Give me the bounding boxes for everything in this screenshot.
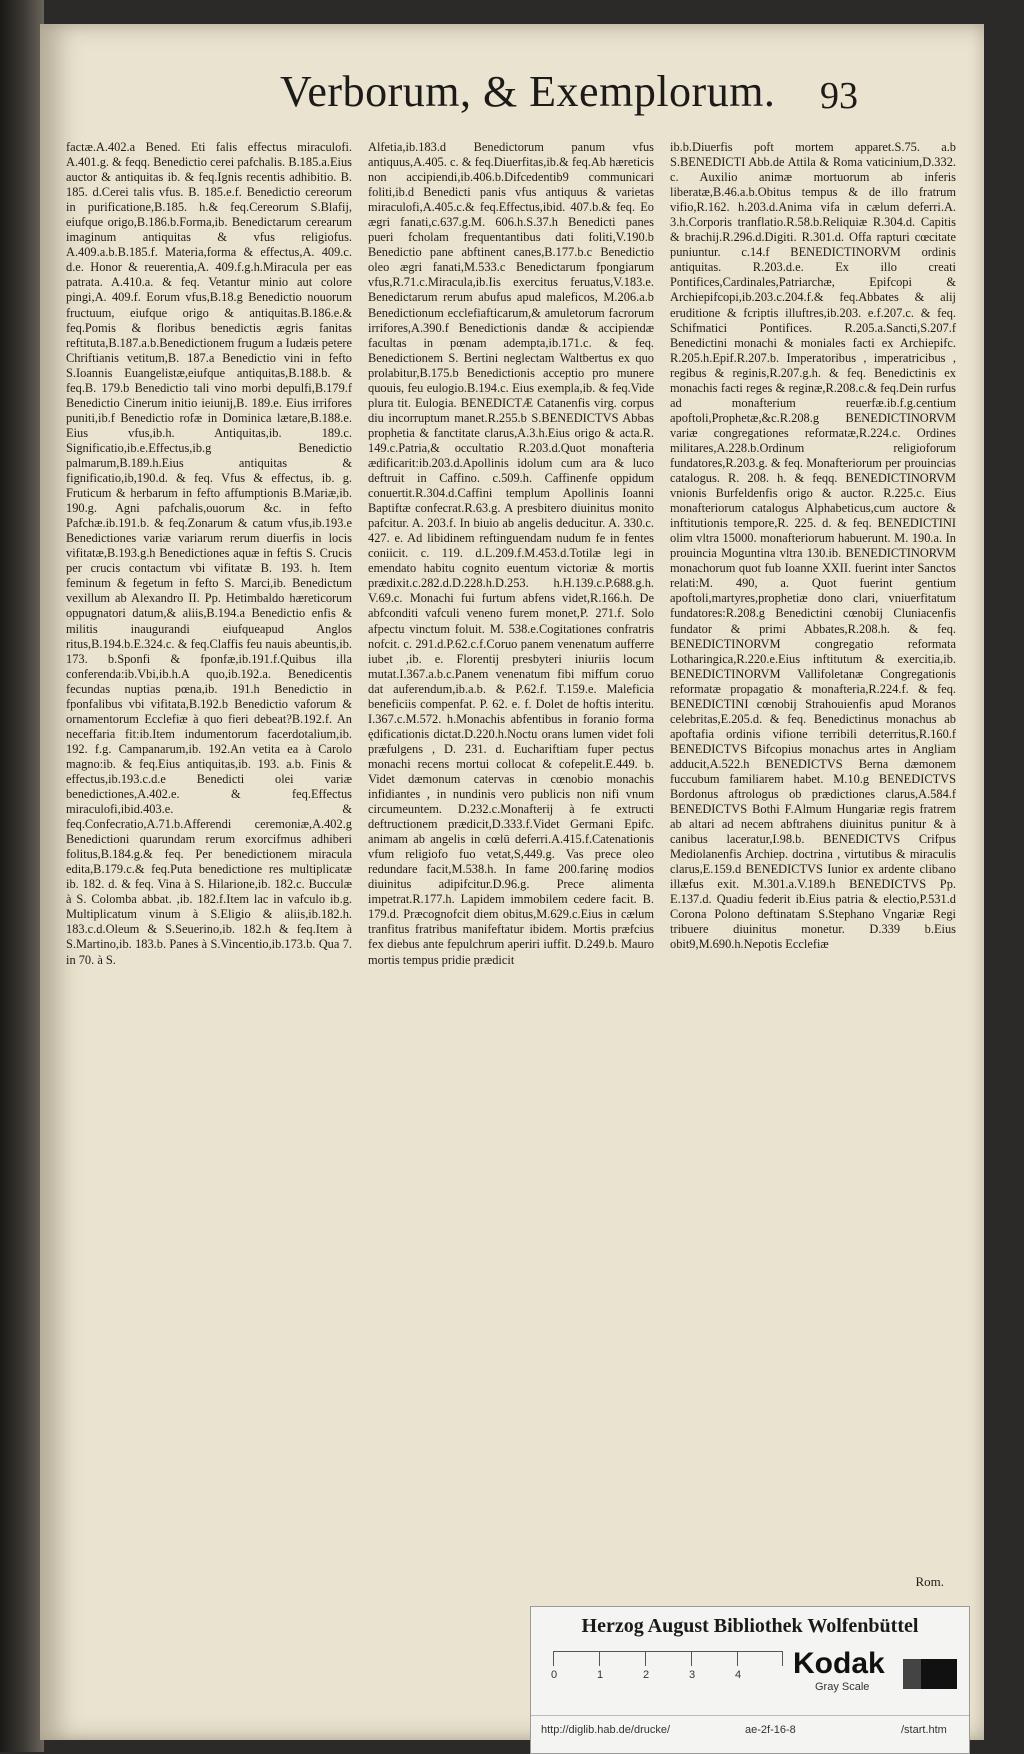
scale-ruler xyxy=(553,1651,783,1670)
ruler-number: 0 xyxy=(551,1669,558,1681)
catchword: Rom. xyxy=(915,1574,944,1589)
running-header xyxy=(40,58,984,128)
page-number: 93 xyxy=(820,75,858,117)
column-1 xyxy=(66,140,352,1580)
ruler-number: 2 xyxy=(643,1669,650,1681)
start-link: /start.htm xyxy=(901,1724,947,1736)
column-3-text: ib.b.Diuerfis poft mortem apparet.S.75. a.b S.BENEDICTI Abb.de Attila & Roma vaticinium,D.332. c. Auxilio animæ mortuorum ab inferis liberatæ,B.46.a.b.Obitus tempus & de illo fratrum vifio,R.162. h.203.d.Anima vifa in cælum deferri.A. 3.h.Corporis tranflatio.R.58.b.Reliquiæ R.304.d. Capitis & brachij.R.296.d.Digiti. R.301.d. Offa rapturi cœcitate puniuntur. c.14.f BENEDICTINORVM ordinis antiquitas. R.203.d.e. Ex illo creati Pontifices,Cardinales,Patriarchæ, Epifcopi & Archiepifcopi,ib.203.c.204.f.& feq.Abbates & alij eruditione & fcriptis illuftres,ib.203. e.f.207.c. & feq. Schifmatici Pontifices. R.205.a.Sancti,S.207.f Benedictini monachi & moniales facti ex Archiepifc. R.205.h.Epif.R.207.b. Imperatoribus , imperatricibus , regibus & reginis,R.207.g.h. & feq. Benedictinis ex monachis facti reges & reginæ,R.208.c.& feq.Dein rurfus ad monafterium reuerfæ.ib.f.g.centium apoftoli,Prophetæ,&c.R.208.g BENEDICTINORVM variæ congregationes reformatæ,R.224.c. Ordines militares,A.228.b.Ordinum religioforum fundatores,R.203.g. & feq. Monafteriorum per prouincias catalogus. R. 208. h. & feqq. BENEDICTINORVM vnionis Burfeldenfis origo & auctor. R.225.c. Eius monafteriorum catalogus Alphabeticus,cum auctore & inftitutionis tempore,R. 225. d. & feq. BENEDICTINI olim vltra 15000. monafteriorum habuerunt. M. 190.a. In prouincia Moguntina vltra 130.ib. BENEDICTINORVM monachorum quot fub Ioanne XXII. fuerint inter Sanctos relati:M. 490, a. Quot fuerint gentium apoftoli,martyres,prophetiæ dono clari, vniuerfitatum fundatores:R.208.g Benedictini cœnobij Cluniacenfis fundator & primi Abbates,R.208.h. & feq. BENEDICTINORVM congregatio reformata Lotharingica,R.220.e.Eius inftitutum & exercitia,ib. BENEDICTINORVM Vallifoletanæ Congregationis reformatæ propagatio & monafteria,R.224.f. & feq. BENEDICTINI cœnobij Strahouienfis apud Moranos celebritas,E.205.d. & feq. Benedictinus monachus ab apoftafia ordinis vifione terribili deterritus,R.160.f BENEDICTVS Bifcopius monachus artes in Angliam adducit,A.522.h BENEDICTVS Berna dæmonem fuccubum familiarem habet. M.10.g BENEDICTVS Bordonus aftrologus ob prædictiones clarus,A.584.f BENEDICTVS Bothi F.Almum Hungariæ regis fratrem ab altari ad necem abftrahens diuinitus punitur & à canibus laceratur,I.98.b. BENEDICTVS Crifpus Mediolanenfis Archiep. doctrina , virtutibus & miraculis clarus,E.159.d BENEDICTVS Iunior ex ardente clibano illæfus exit. M.301.a.V.189.h BENEDICTVS Pp. E.137.d. Quadiu federit ib.Eius patria & electio,P.531.d Corona Polono deftinatam S.Stephano Vngariæ Regi tribuere diuinitus monetur. D.339 b.Eius obit9,M.690.h.Nepotis Ecclefiæ xyxy=(670,140,956,952)
column-1-text: factæ.A.402.a Bened. Eti falis effectus miraculofi. A.401.g. & feqq. Benedictio cerei pafchalis. B.185.a.Eius auctor & antiquitas ib. & feq.Ignis recentis adhibitio. B. 185. d.Cerei talis vfus. B. 185.e.f. Benedictio cereorum in purificatione,B.185. h.& feq.Cereorum S.Blafij, eiufque origo,B.186.b.Forma,ib. Benedictarum cerearum imaginum antiquitas & vfus religiofus. A.409.a.b.B.185.f. Materia,forma & effectus,A. 409.c. d.e. Honor & reuerentia,A. 409.f.g.h.Miracula per eas patrata. A.410.a. & feq. Vetantur minio aut colore pingi,A. 409.f. Eorum vfus,B.18.g Benedictio nouorum fructuum, eiufque origo & antiquitas.B.186.e.& feq.Pomis & floribus benedictis ægris fanitas reftituta,B.187.a.b.Benedictionem frugum a Iudæis petere Chriftianis vetitum,B. 187.a Benedictio vini in fefto S.Ioannis Euangelistæ,eiufque antiquitas,B.188.b. & feq.B. 179.b Benedictio tali vino morbi depulfi,B.179.f Benedictio Cinerum initio ieiunij,B. 189.e. Eius irrifores puniti,ib.f Benedictio rofæ in Dominica lætare,B.188.e. Eius vfus,ib.h. Antiquitas,ib. 189.c. Significatio,ib.e.Effectus,ib.g Benedictio palmarum,B.189.h.Eius antiquitas & fignificatio,ib,190.d. & feq. Vfus & effectus, ib. g. Fruticum & herbarum in fefto affumptionis B.Mariæ,ib. 190.g. Agni pafchalis,ouorum &c. in fefto Pafchæ.ib.191.b. & feq.Zonarum & catum vfus,ib.193.e Benedictiones variæ variarum rerum diuerfis in locis vifitatæ,B.193.g.h Benedictiones aquæ in feftis S. Crucis per crucis contactum vbi vifitatæ B. 193. h. Item feminum & fegetum in fefto S. Marci,ib. Benedictum vexillum ab Alexandro II. Pp. Hetimbaldo hæreticorum oppugnatori datum,& aliis,B.194.a Benedictio enfis & militis inaugurandi eiufqueapud Anglos ritus,B.194.b.E.324.c. & feq.Claffis feu nauis abeuntis,ib. 173. b.Sponfi & fponfæ,ib.191.f.Quibus illa conferenda:ib.Vbi,ib.h.A quo,ib.192.a. Benedicentis fecundas nuptias pœna,ib. 191.h Benedictio in fponfalibus vbi vifitata,B.192.b Benedictio vaforum & ornamentorum Ecclefiæ à quo fieri debeat?B.192.f. An neceffaria fit:ib.Item indumentorum facerdotalium,ib. 192. f.g. Campanarum,ib. 192.An vetita ea à Carolo magno:ib. & feq.Eius antiquitas,ib. 193. a.b. Finis & effectus,ib.193.c.d.e Benedicti olei variæ benedictiones,A.402.e. & feq.Effectus miraculofi,ibid.403.e. & feq.Confecratio,A.71.b.Afferendi ceremoniæ,A.402.g Benedictioni quarundam rerum exorcifmus adhiberi folitus,B.184.g.& feq. Per benedictionem miracula edita,B.179.c.& feq.Puta benedictione res multiplicatæ ib. 182. d. & feq. Vina à S. Hilarione,ib. 182.c. Bucculæ à S. Colomba abbat. ,ib. 182.f.Item lac in vafculo ib.g. Multiplicatum vinum à S.Eligio & aliis,ib.182.h. 183.c.d.Oleum & S.Seuerino,ib. 182.h & feq.Item à S.Martino,ib. 183.b. Panes à S.Vincentio,ib.173.b. Qua 7. in 70. à S. xyxy=(66,140,352,967)
column-3 xyxy=(670,140,956,1580)
ruler-tick xyxy=(645,1652,646,1666)
shelfmark: ae-2f-16-8 xyxy=(745,1724,796,1736)
color-calibration-card xyxy=(530,1606,970,1754)
ruler-tick xyxy=(599,1652,600,1666)
library-name: Herzog August Bibliothek Wolfenbüttel xyxy=(581,1615,919,1637)
running-title: Verborum, & Exemplorum. xyxy=(280,67,776,116)
card-footer xyxy=(531,1715,969,1746)
ruler-tick xyxy=(737,1652,738,1666)
ruler-tick xyxy=(782,1652,783,1666)
kodak-logo: Kodak xyxy=(793,1647,885,1680)
column-2 xyxy=(368,140,654,1580)
ruler-number: 1 xyxy=(597,1669,604,1681)
ruler-number: 3 xyxy=(689,1669,696,1681)
source-url: http://diglib.hab.de/drucke/ xyxy=(541,1724,671,1736)
column-2-text: Alfetia,ib.183.d Benedictorum panum vfus antiquus,A.405. c. & feq.Diuerfitas,ib.& feq.Ab hæreticis non accipiendi,ib.406.b.Difcedentib9 communicari foliti,ib.d Benedicti panis vfus antiquus & varietas miraculofi,A.405.c.& feq.Effectus,ibid. 407.b.& feq. Eo ægri fanati,c.637.g.M. 606.h.S.37.h Benedicti panes pueri fcholam frequentantibus dati foliti,V.190.b Benedictio pane abftinent canes,B.177.b.c Benedictio oleo ægri fanati,M.533.c Benedictarum fpongiarum vfus,R.71.c.Miracula,ib.Iis exercitus feruatus,V.183.e. Benedictarum rerum abufus apud maleficos, M.206.a.b Benedictionum ecclefiafticarum,& amuletorum facrorum irrifores,A.390.f Benedictionis dandæ & accipiendæ facultas in pœnam adempta,ib.171.c. & feq. Benedictionem S. Bertini neglectam Waltbertus ex quo prolabitur,B.175.b Benedictionis acceptio pro munere quouis, feu eulogio.B.194.c. Eius exempla,ib. & feq.Vide plura tit. Eulogia. BENEDICTÆ Catanenfis virg. corpus diu incorruptum manet.R.255.b S.BENEDICTVS Abbas prophetia & fanctitate clarus,A.3.h.Eius origo & acta.R. 149.c.Patria,& occultatio R.203.d.Quot monafteria ædificarit:ib.203.d.Apollinis idolum cum ara & luco deftruit in Caffino. c.509.h. Caffinenfe oppidum conuertit.R.304.d.Caffini templum Apollinis Ioanni Baptiftæ confecrat.R.63.g. A presbitero diuinitus monito pafcitur. A. 203.f. In biuio ab angelis deducitur. A. 330.c. 427. e. Ad libidinem reftinguendam nudum fe in fentes coniicit. c. 119. d.L.209.f.M.453.d.Totilæ legi in emendato habitu cognito euentum victoriæ & mortis prædixit.c.282.d.D.228.h.D.253. h.H.139.c.P.688.g.h. V.69.c. Monachi fui furtum abfens videt,R.166.h. De abfconditi vafculi veneno furem monet,P. 271.f. Solo afpectu vinctum foluit. M. 538.e.Cogitationes confratris nofcit. c. 291.d.P.62.c.f.Coruo panem venenatum aufferre iubet ,ib. e. Florentij presbyteri iniuriis locum mutat.I.367.a.b.c.Panem venenatum fibi miffum coruo dat auferendum,ib.a.b. & P.62.f. T.159.e. Maleficia beneficiis compenfat. P. 62. e. f. Dolet de hoftis interitu. I.367.c.M.572. h.Monachis abfentibus in foranio forma ędificationis dictat.D.220.h.Noctu orans lumen videt foli præfulgens , D. 231. d. Euchariftiam fuper pectus monachi recens mortui collocat & cofepelit.E.449. b. Videt dæmonum catervas in cœnobio monachis infidiantes , in nundinis vero publicis non nifi vnum circumeuntem. D.232.c.Monafterij à fe extructi deftructionem prædicit,D.333.f.Videt Germani Epifc. animam ab angelis in cœlū deferri.A.415.f.Catenationis vfum religiofo fuo vetat,S,449.g. Vas prece oleo redundare facit,M.538.h. In fame 200.farinę modios diuinitus adipifcitur.D.96.g. Prece alimenta impetrat.R.177.h. Lapidem immobilem cedere facit. B. 179.d. Præcognofcit diem obitus,M.629.c.Eius in cælum tranfitus fratribus manifeftatur ibidem. Mortis præfcius fex diebus ante fepulchrum aperiri iuffit. D.249.b. Mauro mortis tempus pridie prædicit xyxy=(368,140,654,967)
ruler-tick xyxy=(691,1652,692,1666)
black-swatch xyxy=(921,1659,957,1689)
ruler-tick xyxy=(553,1652,554,1666)
book-binding xyxy=(0,0,44,1752)
ruler-number: 4 xyxy=(735,1669,742,1681)
index-columns xyxy=(66,140,966,1580)
gray-swatch xyxy=(903,1659,921,1689)
book-page xyxy=(40,24,984,1740)
gray-scale-label: Gray Scale xyxy=(815,1681,870,1693)
